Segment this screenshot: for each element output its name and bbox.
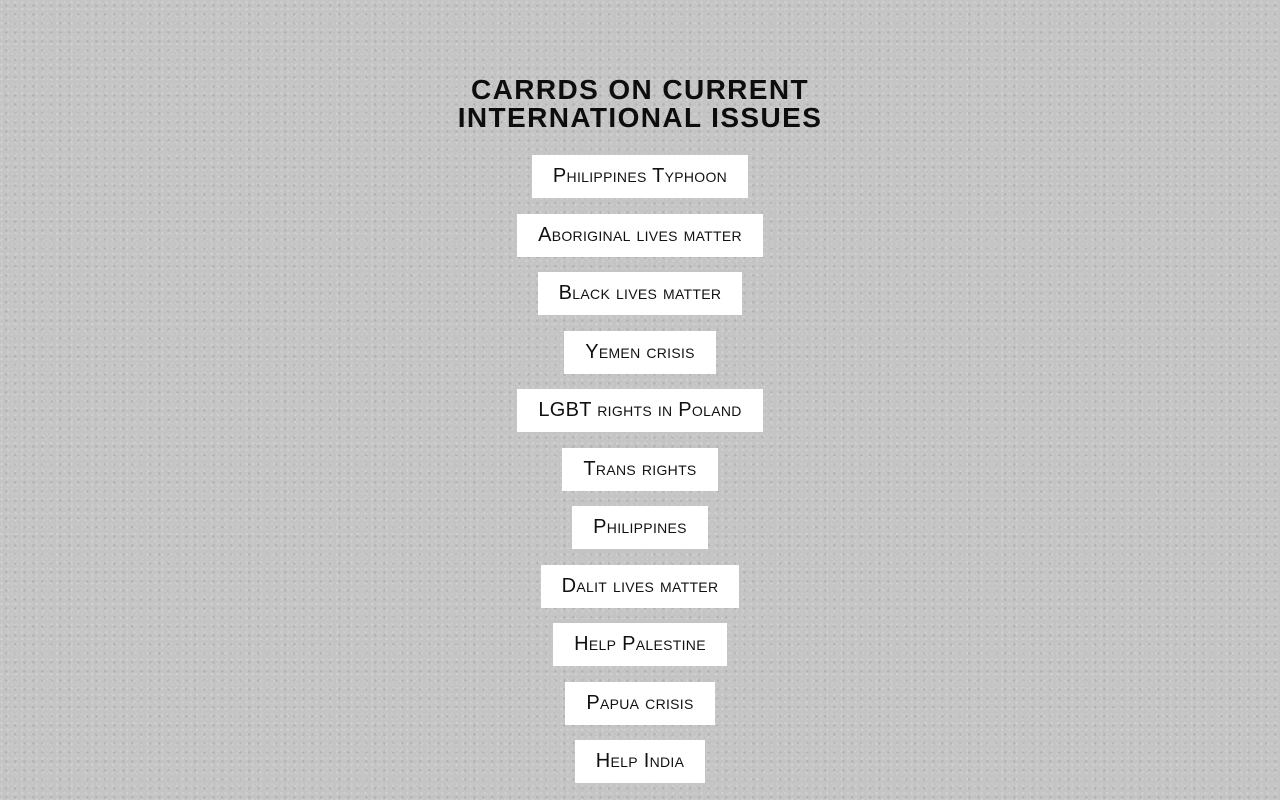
link-list: [0, 155, 1280, 783]
link-button-aboriginal-lives-matter[interactable]: Aboriginal lives matter: [517, 214, 763, 257]
link-button-philippines-typhoon[interactable]: Philippines Typhoon: [532, 155, 748, 198]
link-button-yemen-crisis[interactable]: Yemen crisis: [564, 331, 716, 374]
link-button-help-india[interactable]: Help India: [575, 740, 705, 783]
link-button-dalit-lives-matter[interactable]: Dalit lives matter: [541, 565, 740, 608]
link-button-papua-crisis[interactable]: Papua crisis: [565, 682, 714, 725]
link-button-philippines[interactable]: Philippines: [572, 506, 708, 549]
link-button-help-palestine[interactable]: Help Palestine: [553, 623, 727, 666]
link-button-trans-rights[interactable]: Trans rights: [562, 448, 717, 491]
link-button-lgbt-rights-in-poland[interactable]: LGBT rights in Poland: [517, 389, 762, 432]
page-title-line-1: CARRDS ON CURRENT: [470, 74, 810, 105]
page-title: [0, 76, 1280, 132]
link-button-black-lives-matter[interactable]: Black lives matter: [538, 272, 743, 315]
page-title-line-2: INTERNATIONAL ISSUES: [457, 102, 823, 133]
